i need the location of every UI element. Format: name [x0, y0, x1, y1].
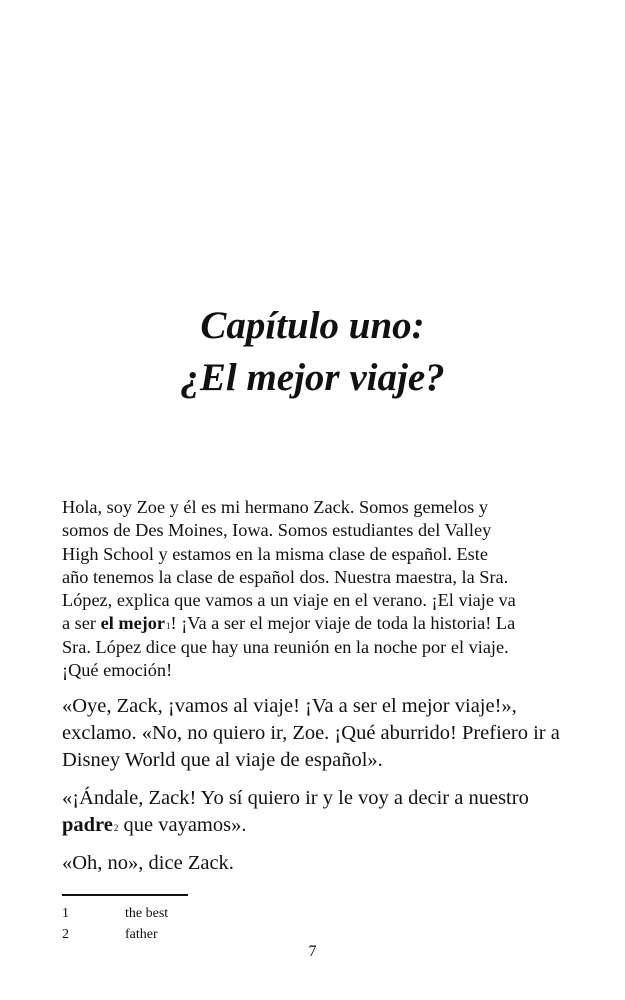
footnote-number: 1	[62, 906, 69, 921]
chapter-title	[0, 300, 625, 404]
paragraph-2	[62, 693, 582, 774]
text-line	[62, 612, 582, 635]
chapter-title-line-1: Capítulo uno:	[200, 304, 425, 347]
text-line: High School y estamos en la misma clase de español. Este	[62, 543, 488, 564]
footnote-marker-2: 2	[113, 823, 119, 834]
chapter-title-line-2: ¿El mejor viaje?	[180, 356, 445, 399]
body-text	[62, 496, 582, 888]
footnote-row	[62, 924, 168, 945]
text-line: Disney World que al viaje de español».	[62, 749, 383, 772]
footnote-text: the best	[125, 906, 169, 921]
text-line: exclamo. «No, no quiero ir, Zoe. ¡Qué aburrido! Prefiero ir a	[62, 722, 560, 745]
footnote-text: father	[125, 927, 158, 942]
paragraph-1	[62, 496, 582, 682]
text-segment: ! ¡Va a ser el mejor viaje de toda la historia! La	[170, 613, 516, 634]
page-number: 7	[308, 943, 317, 960]
text-line: «Oye, Zack, ¡vamos al viaje! ¡Va a ser el mejor viaje!»,	[62, 695, 517, 718]
text-segment: que vayamos».	[118, 814, 247, 837]
text-segment: a ser	[62, 613, 101, 634]
footnote-row	[62, 903, 168, 924]
vocab-term-el-mejor: el mejor	[100, 613, 166, 634]
text-line: «Oh, no», dice Zack.	[62, 852, 234, 875]
text-line: Sra. López dice que hay una reunión en la noche por el viaje.	[62, 636, 509, 657]
text-line: «¡Ándale, Zack! Yo sí quiero ir y le voy a decir a nuestro	[62, 787, 529, 810]
footnote-number: 2	[62, 927, 69, 942]
footnote-divider	[62, 894, 188, 896]
text-line: Hola, soy Zoe y él es mi hermano Zack. Somos gemelos y	[62, 497, 488, 517]
text-line: López, explica que vamos a un viaje en el verano. ¡El viaje va	[62, 590, 516, 611]
text-line: año tenemos la clase de español dos. Nuestra maestra, la Sra.	[62, 566, 509, 587]
vocab-term-padre: padre	[62, 814, 113, 837]
footnote-marker-1: 1	[166, 621, 171, 632]
paragraph-4	[62, 850, 582, 877]
footnotes	[62, 903, 168, 945]
paragraph-3	[62, 785, 582, 839]
text-line: somos de Des Moines, Iowa. Somos estudiantes del Valley	[62, 520, 492, 541]
text-line	[62, 812, 582, 839]
text-line: ¡Qué emoción!	[62, 660, 173, 681]
